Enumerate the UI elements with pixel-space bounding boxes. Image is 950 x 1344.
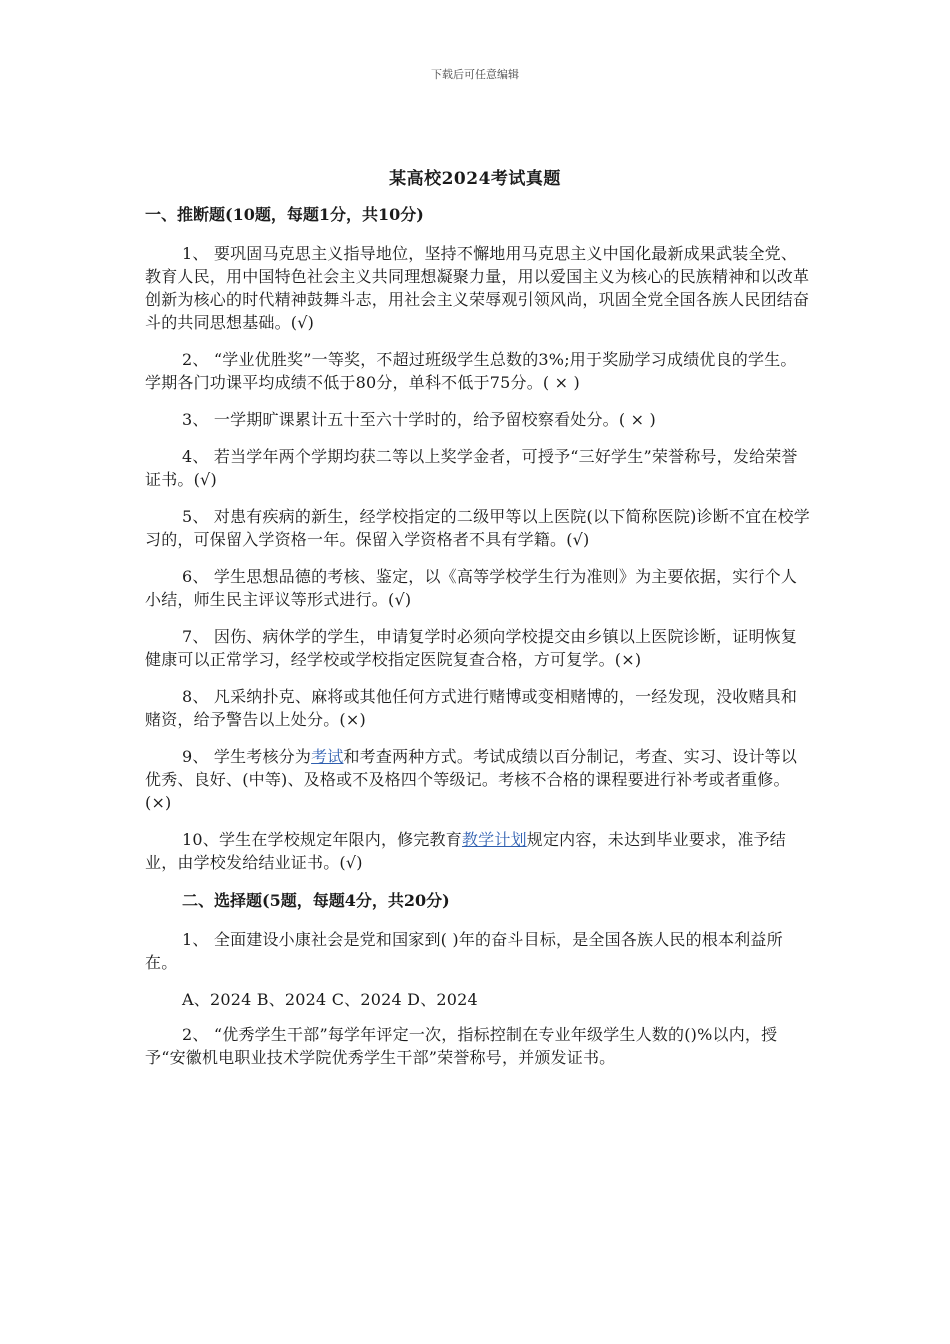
question-3: 3、 一学期旷课累计五十至六十学时的，给予留校察看处分。( × ) — [182, 410, 656, 429]
choice-question-1-options: A、2024 B、2024 C、2024 D、2024 — [182, 990, 478, 1009]
section-heading-judgement: 一、推断题(10题，每题1分，共10分) — [145, 205, 424, 224]
question-5: 5、 对患有疾病的新生，经学校指定的二级甲等以上医院(以下简称医院)诊断不宜在校学习的，可保留入学资格一年。保留入学资格者不具有学籍。(√) — [145, 507, 810, 549]
header-note: 下载后可任意编辑 — [431, 68, 519, 81]
question-8: 8、 凡采纳扑克、麻将或其他任何方式进行赌博或变相赌博的，一经发现，没收赌具和赌资，给予警告以上处分。(×) — [145, 687, 798, 729]
question-6: 6、 学生思想品德的考核、鉴定，以《高等学校学生行为准则》为主要依据，实行个人小结，师生民主评议等形式进行。(√) — [145, 567, 798, 609]
choice-question-1: 1、 全面建设小康社会是党和国家到( )年的奋斗目标，是全国各族人民的根本利益所在。 — [145, 930, 783, 972]
question-10-text-start: 10、学生在学校规定年限内，修完教育 — [182, 830, 462, 849]
question-4: 4、 若当学年两个学期均获二等以上奖学金者，可授予“三好学生”荣誉称号，发给荣誉证书。(√) — [145, 447, 798, 489]
question-10-text-end: 规定内容，未达到毕业要求，准予结业，由学校发给结业证书。(√) — [145, 830, 786, 872]
question-10 — [145, 828, 810, 874]
document-body — [145, 204, 810, 1083]
question-9-text-start: 9、 学生考核分为 — [182, 747, 312, 766]
question-7: 7、 因伤、病休学的学生，申请复学时必须向学校提交由乡镇以上医院诊断，证明恢复健康可以正常学习，经学校或学校指定医院复查合格，方可复学。(×) — [145, 627, 798, 669]
page-title: 某高校2024考试真题 — [389, 169, 561, 189]
choice-question-2: 2、 “优秀学生干部”每学年评定一次，指标控制在专业年级学生人数的()%以内，授予“安徽机电职业技术学院优秀学生干部”荣誉称号，并颁发证书。 — [145, 1025, 778, 1067]
teaching-plan-link[interactable]: 教学计划 — [461, 830, 527, 849]
exam-link[interactable]: 考试 — [311, 747, 344, 766]
question-9-text-end: 和考查两种方式。考试成绩以百分制记，考查、实习、设计等以优秀、良好、(中等)、及格或不及格四个等级记。考核不合格的课程要进行补考或者重修。(×) — [145, 747, 798, 812]
section-heading-choice: 二、选择题(5题，每题4分，共20分) — [182, 891, 450, 910]
question-9 — [145, 745, 810, 814]
question-2: 2、 “学业优胜奖”一等奖，不超过班级学生总数的3%;用于奖励学习成绩优良的学生。学期各门功课平均成绩不低于80分，单科不低于75分。( × ) — [145, 350, 797, 392]
question-1: 1、 要巩固马克思主义指导地位，坚持不懈地用马克思主义中国化最新成果武装全党、教育人民，用中国特色社会主义共同理想凝聚力量，用以爱国主义为核心的民族精神和以改革创新为核心的时代精神鼓舞斗志，用社会主义荣辱观引领风尚，巩固全党全国各族人民团结奋斗的共同思想基础。(√) — [145, 244, 810, 332]
